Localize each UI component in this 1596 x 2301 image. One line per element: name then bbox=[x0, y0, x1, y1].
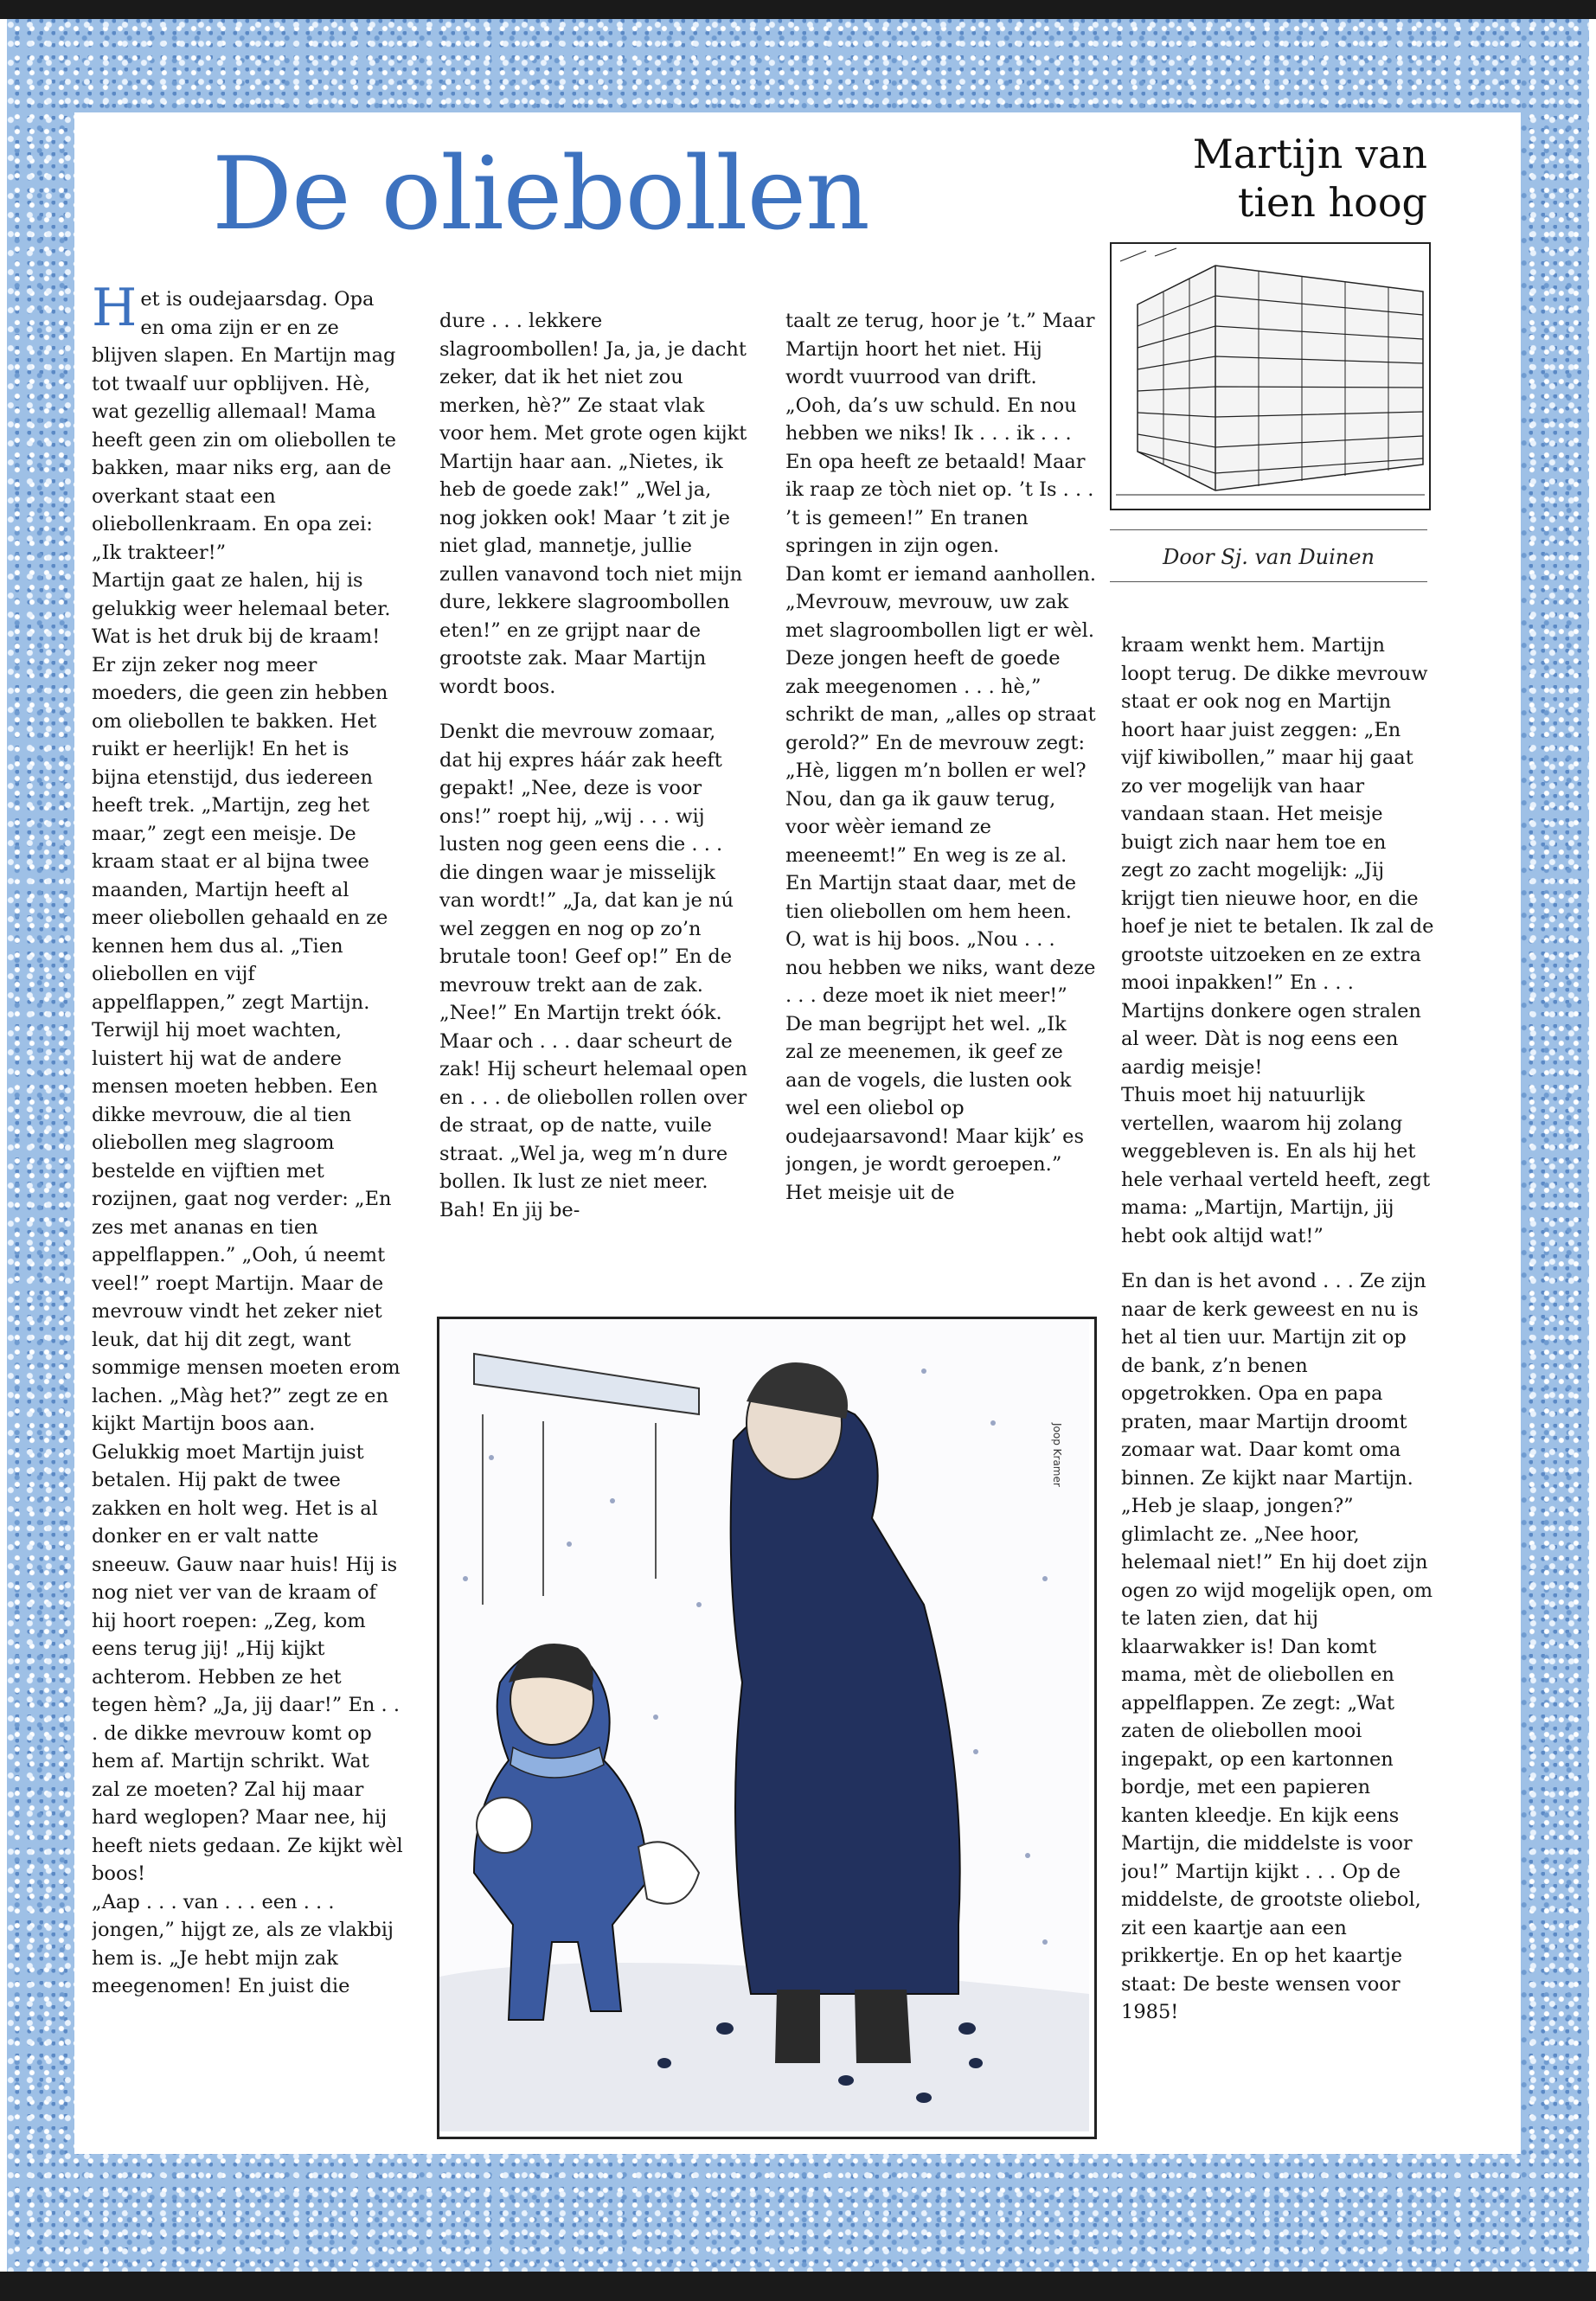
scan-edge-top bbox=[0, 0, 1596, 19]
paragraph-text: et is oudejaarsdag. Opa en oma zijn er en ze blijven slapen. En Martijn mag tot twaalf uur opblijven. Hè, wat gezellig allemaal! Mama heeft geen zin om oliebollen te bakken, maar niks erg, aan de overkant staat een oliebollenkraam. En opa zei: „Ik trakteer!” bbox=[92, 288, 396, 564]
byline-rule-bottom bbox=[1110, 581, 1427, 582]
drop-cap: H bbox=[92, 285, 138, 338]
text-column-1 bbox=[92, 285, 403, 2145]
paragraph: Martijn gaat ze halen, hij is gelukkig weer helemaal beter. Wat is het druk bij de kraam! Er zijn zeker nog meer moeders, die geen zin hebben om oliebollen te bakken. Het ruikt er heerlijk! En het is bijna etenstijd, dus iedereen heeft trek. „Martijn, zeg het maar,” zegt een meisje. De kraam staat er al bijna twee maanden, Martijn heeft al meer oliebollen gehaald en ze kennen hem dus al. „Tien oliebollen en vijf appelflappen,” zegt Martijn. bbox=[92, 569, 391, 1014]
byline-rule-top bbox=[1110, 529, 1427, 530]
apartment-building-illustration bbox=[1110, 242, 1431, 510]
series-title bbox=[1064, 130, 1427, 227]
paragraph: Dan komt er iemand aanhollen. „Mevrouw, mevrouw, uw zak met slagroombollen ligt er wèl. Deze jongen heeft de goede zak meegenomen . . . hè,” schrikt de man, „alles op straat gerold?” En de mevrouw zegt: „Hè, liggen m’n bollen er wel? Nou, dan ga ik gauw terug, voor wèèr iemand ze meeneemt!” En weg is ze al. En Martijn staat daar, met de tien oliebollen om hem heen. O, wat is hij boos. „Nou . . . nou hebben we niks, want deze . . . deze moet ik niet meer!” De man begrijpt het wel. „Ik zal ze meenemen, ik geef ze aan de vogels, die lusten ook wel een oliebol op oudejaarsavond! Maar kijk’ es jongen, je wordt geroepen.” Het meisje uit de bbox=[785, 562, 1097, 1204]
scan-edge-bottom bbox=[0, 2272, 1596, 2301]
paragraph: Denkt die mevrouw zomaar, dat hij expres háár zak heeft gepakt! „Nee, deze is voor ons!” roept hij, „wij . . . wij lusten nog geen eens die . . . die dingen waar je misselijk van wordt!” „Ja, dat kan je nú wel zeggen en nog op zo’n brutale toon! Geef op!” En de mevrouw trekt aan de zak. „Nee!” En Martijn trekt óók. bbox=[439, 721, 734, 1024]
paragraph: Terwijl hij moet wachten, luistert hij wat de andere mensen moeten hebben. Een dikke mevrouw, die al tien oliebollen meg slagroom bestelde en vijftien met rozijnen, gaat nog verder: „En zes met ananas en tien appelflappen.” „Ooh, ú neemt veel!” roept Martijn. Maar de mevrouw vindt het zeker niet leuk, dat hij dit zegt, want sommige mensen moeten erom lachen. „Màg het?” zegt ze en kijkt Martijn boos aan. bbox=[92, 1019, 401, 1435]
street-scene-illustration bbox=[437, 1317, 1097, 2139]
paragraph: taalt ze terug, hoor je ’t.” Maar Martijn hoort het niet. Hij wordt vuurrood van drift. „Ooh, da’s uw schuld. En nou hebben we niks! Ik . . . ik . . . En opa heeft ze betaald! Maar ik raap ze tòch niet op. ’t Is . . . ’t is gemeen!” En tranen springen in zijn ogen. bbox=[785, 310, 1095, 557]
text-column-3 bbox=[785, 307, 1097, 1315]
series-title-line-1: Martijn van bbox=[1192, 131, 1427, 177]
paragraph: Thuis moet hij natuurlijk vertellen, waarom hij zolang weggebleven is. En als hij het hele verhaal verteld heeft, zegt mama: „Martijn, Martijn, jij hebt ook altijd wat!” bbox=[1121, 1084, 1431, 1247]
text-column-2 bbox=[439, 307, 751, 1315]
boy-and-woman-drawing bbox=[439, 1319, 1089, 2131]
building-drawing bbox=[1112, 244, 1429, 509]
byline: Door Sj. van Duinen bbox=[1163, 545, 1375, 569]
paragraph: Maar och . . . daar scheurt de zak! Hij scheurt helemaal open en . . . de oliebollen rollen over de straat, op de natte, vuile straat. „Wel ja, weg m’n dure bollen. Ik lust ze niet meer. Bah! En jij be- bbox=[439, 1029, 748, 1221]
paragraph bbox=[92, 285, 403, 567]
series-title-line-2: tien hoog bbox=[1237, 179, 1427, 226]
paragraph: „Aap . . . van . . . een . . . jongen,” hijgt ze, als ze vlakbij hem is. „Je hebt mijn zak meegenomen! En juist die bbox=[92, 1890, 394, 1997]
text-column-4 bbox=[1121, 631, 1434, 2154]
article-title: De oliebollen bbox=[212, 136, 869, 253]
paragraph: dure . . . lekkere slagroombollen! Ja, ja, je dacht zeker, dat ik het niet zou merken, hè?” Ze staat vlak voor hem. Met grote ogen kijkt Martijn haar aan. „Nietes, ik heb de goede zak!” „Wel ja, nog jokken ook! Maar ’t zit je niet glad, mannetje, jullie zullen vanavond toch niet mijn dure, lekkere slagroombollen eten!” en ze grijpt naar de grootste zak. Maar Martijn wordt boos. bbox=[439, 310, 747, 698]
paragraph: Gelukkig moet Martijn juist betalen. Hij pakt de twee zakken en holt weg. Het is al donker en er valt natte sneeuw. Gauw naar huis! Hij is nog niet ver van de kraam of hij hoort roepen: „Zeg, kom eens terug jij! „Hij kijkt achterom. Hebben ze het tegen hèm? „Ja, jij daar!” En . . . de dikke mevrouw komt op hem af. Martijn schrikt. Wat zal ze moeten? Zal hij maar hard weglopen? Maar nee, hij heeft niets gedaan. Ze kijkt wèl boos! bbox=[92, 1440, 403, 1885]
paragraph: En dan is het avond . . . Ze zijn naar de kerk geweest en nu is het al tien uur. Martijn zit op de bank, z’n benen opgetrokken. Opa en papa praten, maar Martijn droomt zomaar wat. Daar komt oma binnen. Ze kijkt naar Martijn. „Heb je slaap, jongen?” glimlacht ze. „Nee hoor, helemaal niet!” En hij doet zijn ogen zo wijd mogelijk open, om te laten zien, dat hij klaarwakker is! Dan komt mama, mèt de oliebollen en appelflappen. Ze zegt: „Wat zaten de oliebollen mooi ingepakt, op een kartonnen bordje, met een papieren kanten kleedje. En kijk eens Martijn, die middelste is voor jou!” Martijn kijkt . . . Op de middelste, de grootste oliebol, zit een kaartje aan een prikkertje. En op het kaartje staat: De beste wensen voor 1985! bbox=[1121, 1270, 1433, 2023]
illustrator-signature: Joop Kramer bbox=[1051, 1423, 1063, 1487]
paragraph: kraam wenkt hem. Martijn loopt terug. De dikke mevrouw staat er ook nog en Martijn hoort haar juist zeggen: „En vijf kiwibollen,” maar hij gaat zo ver mogelijk van haar vandaan staan. Het meisje buigt zich naar hem toe en zegt zo zacht mogelijk: „Jij krijgt tien nieuwe hoor, en die hoef je niet te betalen. Ik zal de grootste uitzoeken en ze extra mooi inpakken!” En . . . Martijns donkere ogen stralen al weer. Dàt is nog eens een aardig meisje! bbox=[1121, 634, 1434, 1079]
